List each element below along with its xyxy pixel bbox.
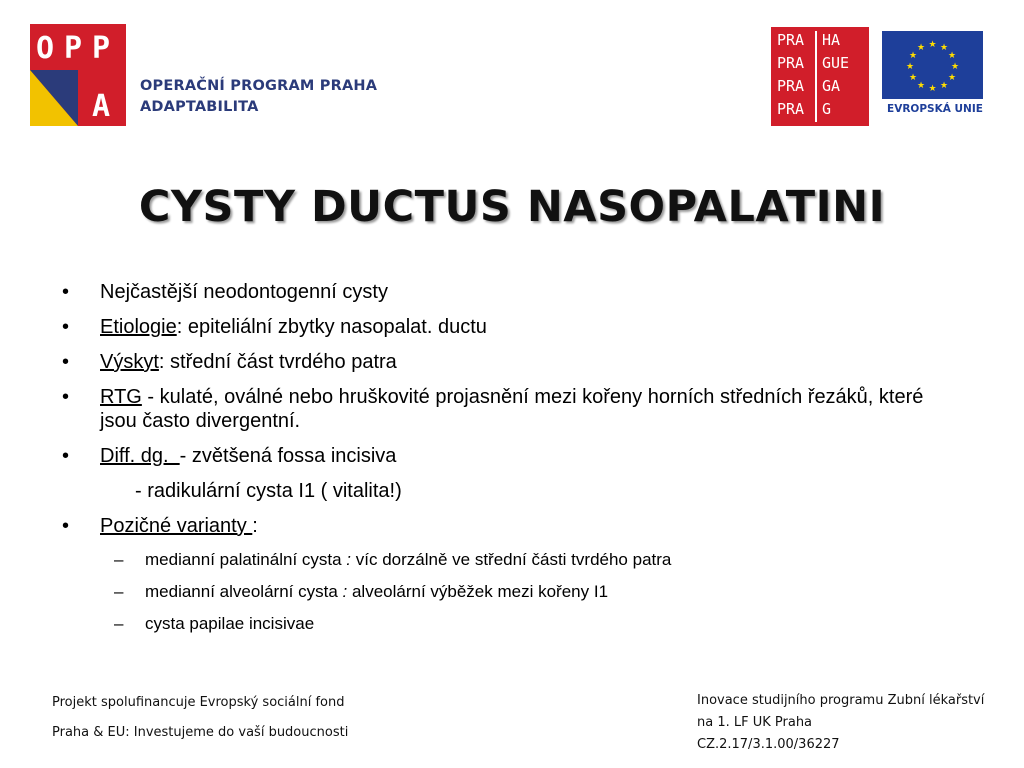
- footer-right-line-2: na 1. LF UK Praha: [697, 715, 813, 730]
- dash-icon: –: [114, 614, 124, 633]
- bullet-text: Nejčastější neodontogenní cysty: [100, 281, 388, 303]
- sub-text: víc dorzálně ve střední části tvrdého patra: [351, 550, 672, 569]
- svg-text:★: ★: [908, 73, 918, 83]
- sub-text: alveolární výběžek mezi kořeny I1: [347, 582, 609, 601]
- program-name: [140, 76, 377, 118]
- svg-text:★: ★: [916, 81, 926, 91]
- oppa-letter-o: O: [36, 31, 55, 66]
- svg-text:★: ★: [939, 81, 949, 91]
- bullet-icon: •: [62, 515, 70, 537]
- praha-row: [771, 100, 869, 122]
- slide-title: CYSTY DUCTUS NASOPALATINI: [138, 182, 886, 232]
- bullet-icon: •: [62, 281, 70, 303]
- bullet-label: Pozičné varianty: [100, 515, 253, 537]
- sub-text: cysta papilae incisivae: [145, 614, 315, 633]
- footer-right: [697, 690, 984, 756]
- praha-row-right: G: [822, 100, 832, 118]
- sub-text: medianní palatinální cysta: [145, 550, 347, 569]
- bullet-text: :: [252, 515, 258, 537]
- praha-row-left: PRA: [777, 31, 805, 49]
- sub-text: medianní alveolární cysta: [145, 582, 343, 601]
- slide-content: [60, 280, 960, 645]
- bullet-label: Etiologie: [100, 316, 177, 338]
- bullet-label: Diff. dg.: [100, 445, 180, 467]
- oppa-letter-p2: P: [92, 31, 111, 66]
- program-line-1: OPERAČNÍ PROGRAM PRAHA: [140, 78, 378, 94]
- svg-text:★: ★: [928, 84, 937, 94]
- oppa-letter-a: A: [92, 89, 111, 124]
- oppa-logo: [30, 24, 126, 126]
- oppa-letter-p1: P: [64, 31, 83, 66]
- list-item: [60, 385, 960, 433]
- svg-text:★: ★: [916, 43, 926, 53]
- list-item: [60, 315, 960, 339]
- sub-colon: :: [342, 582, 348, 601]
- bullet-label: Výskyt: [100, 351, 159, 373]
- bullet-text: : epiteliální zbytky nasopalat. ductu: [176, 316, 487, 338]
- dash-icon: –: [114, 550, 124, 569]
- svg-text:★: ★: [947, 51, 957, 61]
- svg-text:★: ★: [908, 51, 918, 61]
- dash-icon: –: [114, 582, 124, 601]
- footer-right-line-1: Inovace studijního programu Zubní lékařství: [697, 693, 985, 708]
- praha-row-right: GA: [822, 77, 841, 95]
- praha-row-right: HA: [822, 31, 841, 49]
- svg-text:★: ★: [905, 62, 915, 72]
- footer-right-line-3: CZ.2.17/3.1.00/36227: [697, 737, 840, 752]
- list-item-continuation: - radikulární cysta I1 ( vitalita!): [135, 480, 402, 502]
- praha-row-right: GUE: [822, 54, 850, 72]
- bullet-text: - kulaté, oválné nebo hruškovité projasnění mezi kořeny horních středních řezáků, které jsou často divergentní.: [100, 386, 924, 432]
- program-line-2: ADAPTABILITA: [140, 99, 259, 115]
- praha-row-left: PRA: [777, 77, 805, 95]
- bullet-icon: •: [62, 445, 70, 467]
- svg-text:★: ★: [947, 73, 957, 83]
- praha-row-left: PRA: [777, 54, 805, 72]
- list-item: [60, 444, 960, 468]
- praha-row: [771, 54, 869, 76]
- list-item: [60, 350, 960, 374]
- eu-flag-icon: [882, 31, 983, 99]
- bullet-text: - zvětšená fossa incisiva: [179, 445, 397, 467]
- svg-text:★: ★: [950, 62, 960, 72]
- eu-label: EVROPSKÁ UNIE: [887, 103, 983, 115]
- bullet-icon: •: [62, 386, 70, 408]
- sub-colon: :: [346, 550, 352, 569]
- list-item: [60, 280, 960, 304]
- praha-row: [771, 31, 869, 53]
- svg-text:★: ★: [939, 43, 949, 53]
- footer-left: [52, 688, 348, 748]
- bullet-text: : střední část tvrdého patra: [158, 351, 397, 373]
- praha-row-left: PRA: [777, 100, 805, 118]
- footer-left-line-1: Projekt spolufinancuje Evropský sociální fond: [52, 695, 345, 710]
- praha-logo: [771, 27, 869, 126]
- list-item: [60, 514, 960, 538]
- bullet-label: RTG: [100, 386, 142, 408]
- sub-list-item: [60, 613, 960, 635]
- footer-left-line-2: Praha & EU: Investujeme do vaší budoucnosti: [52, 725, 349, 740]
- bullet-icon: •: [62, 316, 70, 338]
- sub-list-item: [60, 581, 960, 603]
- praha-row: [771, 77, 869, 99]
- svg-text:★: ★: [928, 40, 937, 50]
- bullet-icon: •: [62, 351, 70, 373]
- sub-list-item: [60, 549, 960, 571]
